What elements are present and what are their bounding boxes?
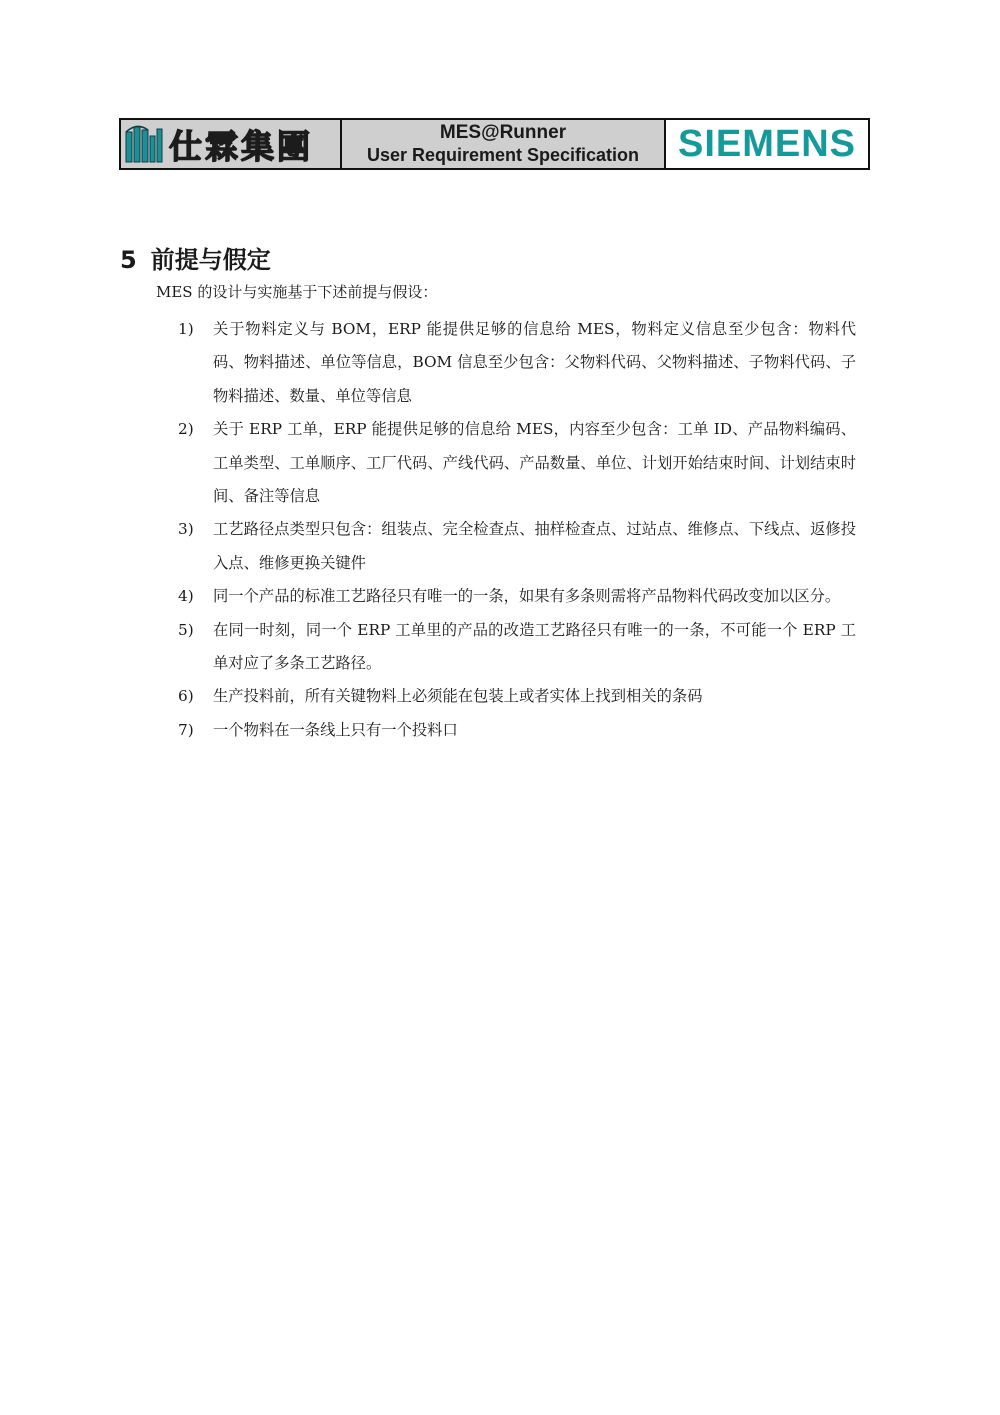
list-item-number: 6) bbox=[178, 687, 194, 706]
list-item bbox=[156, 580, 856, 613]
document-header bbox=[119, 118, 870, 170]
assumption-list bbox=[156, 313, 856, 747]
section-title: 前提与假定 bbox=[150, 246, 271, 274]
list-item-number: 4) bbox=[178, 587, 194, 606]
list-item-text: 关于物料定义与 BOM，ERP 能提供足够的信息给 MES，物料定义信息至少包含：物料代码、物料描述、单位等信息，BOM 信息至少包含：父物料代码、父物料描述、子物料代码、子物料描述、数量、单位等信息 bbox=[213, 320, 856, 405]
section-number: 5 bbox=[120, 246, 137, 274]
company-logo-icon bbox=[125, 124, 163, 164]
document-title-block bbox=[342, 120, 666, 168]
list-item bbox=[156, 680, 856, 713]
company-logo bbox=[121, 120, 342, 168]
brand-logo bbox=[666, 120, 868, 168]
section-heading bbox=[120, 240, 271, 275]
list-item-number: 5) bbox=[178, 620, 194, 639]
list-item-text: 在同一时刻，同一个 ERP 工单里的产品的改造工艺路径只有唯一的一条，不可能一个 ERP 工单对应了多条工艺路径。 bbox=[213, 620, 856, 673]
list-item bbox=[156, 513, 856, 580]
list-item bbox=[156, 714, 856, 747]
list-item bbox=[156, 313, 856, 413]
document-type-title: User Requirement Specification bbox=[366, 145, 640, 165]
list-item-text: 生产投料前，所有关键物料上必须能在包装上或者实体上找到相关的条码 bbox=[213, 687, 703, 706]
company-logo-text: 仕霖集團 bbox=[169, 126, 313, 166]
brand-logo-text: SIEMENS bbox=[677, 122, 857, 165]
section-intro: MES 的设计与实施基于下述前提与假设： bbox=[156, 283, 438, 301]
list-item bbox=[156, 413, 856, 513]
list-item-number: 2) bbox=[178, 420, 194, 439]
list-item-number: 7) bbox=[178, 720, 194, 739]
list-item-text: 同一个产品的标准工艺路径只有唯一的一条，如果有多条则需将产品物料代码改变加以区分。 bbox=[213, 587, 841, 606]
list-item-number: 1) bbox=[178, 320, 194, 338]
list-item-text: 关于 ERP 工单，ERP 能提供足够的信息给 MES，内容至少包含：工单 ID、产品物料编码、工单类型、工单顺序、工厂代码、产线代码、产品数量、单位、计划开始结束时间、计划结束时间、备注等信息 bbox=[213, 420, 856, 506]
list-item-text: 一个物料在一条线上只有一个投料口 bbox=[213, 720, 458, 739]
list-item bbox=[156, 614, 856, 681]
list-item-number: 3) bbox=[178, 520, 194, 539]
product-title: MES@Runner bbox=[439, 122, 567, 143]
list-item-text: 工艺路径点类型只包含：组装点、完全检查点、抽样检查点、过站点、维修点、下线点、返修投入点、维修更换关键件 bbox=[213, 520, 856, 572]
